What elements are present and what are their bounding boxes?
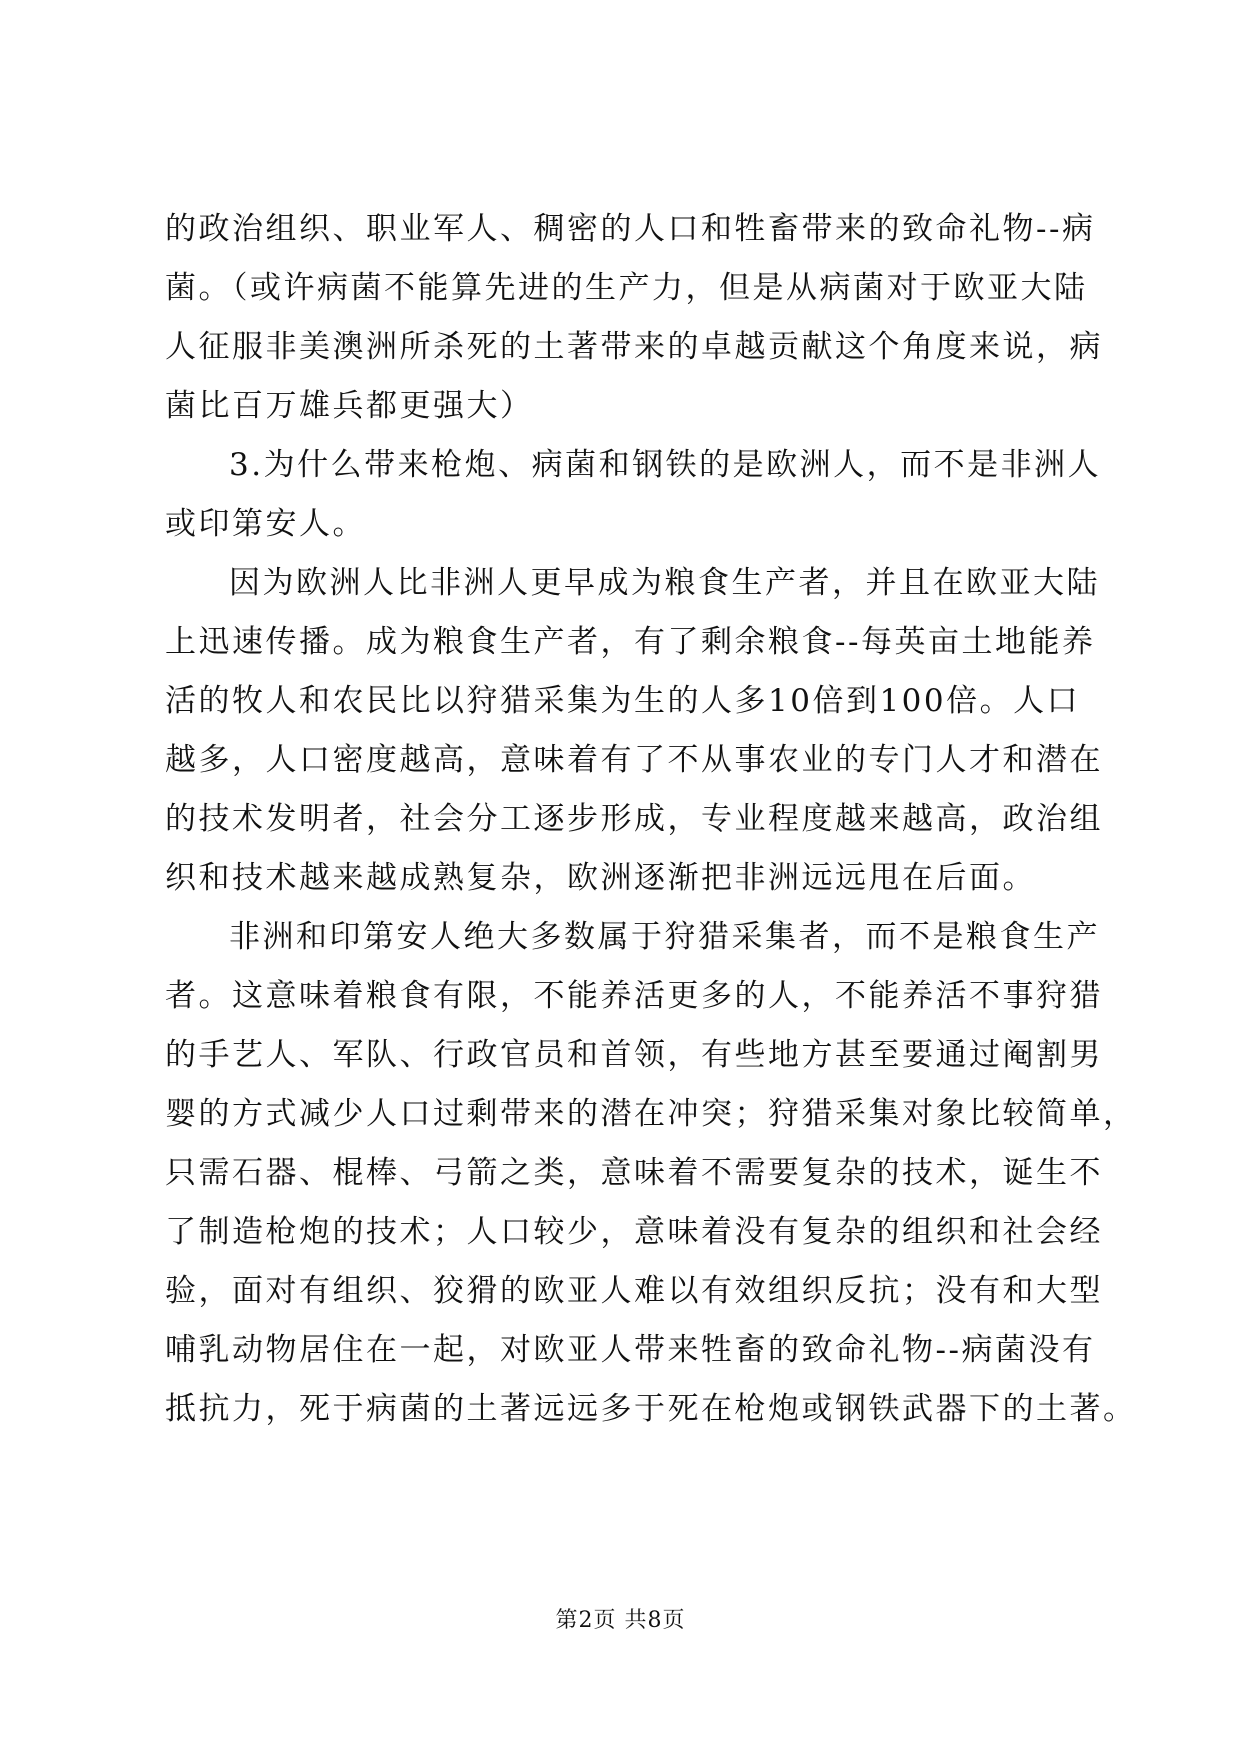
text-line: 菌比百万雄兵都更强大） bbox=[165, 388, 534, 424]
question-heading-line: 3.为什么带来枪炮、病菌和钢铁的是欧洲人，而不是非洲人 bbox=[229, 447, 1102, 483]
text-line: 验，面对有组织、狡猾的欧亚人难以有效组织反抗；没有和大型 bbox=[165, 1273, 1103, 1309]
text-line: 了制造枪炮的技术；人口较少，意味着没有复杂的组织和社会经 bbox=[165, 1214, 1103, 1250]
text-line: 非洲和印第安人绝大多数属于狩猎采集者，而不是粮食生产 bbox=[229, 919, 1100, 955]
text-line: 因为欧洲人比非洲人更早成为粮食生产者，并且在欧亚大陆 bbox=[229, 565, 1100, 601]
text-line: 的技术发明者，社会分工逐步形成，专业程度越来越高，政治组 bbox=[165, 801, 1103, 837]
text-line: 活的牧人和农民比以狩猎采集为生的人多10倍到100倍。人口 bbox=[165, 683, 1081, 719]
text-line: 人征服非美澳洲所杀死的土著带来的卓越贡献这个角度来说，病 bbox=[165, 329, 1103, 365]
text-line: 菌。（或许病菌不能算先进的生产力，但是从病菌对于欧亚大陆 bbox=[165, 270, 1088, 306]
text-line: 哺乳动物居住在一起，对欧亚人带来牲畜的致命礼物--病菌没有 bbox=[165, 1332, 1096, 1368]
text-line: 抵抗力，死于病菌的土著远远多于死在枪炮或钢铁武器下的土著。 bbox=[165, 1391, 1137, 1427]
text-line: 的政治组织、职业军人、稠密的人口和牲畜带来的致命礼物--病 bbox=[165, 211, 1096, 247]
question-heading-line: 或印第安人。 bbox=[165, 506, 366, 542]
text-line: 织和技术越来越成熟复杂，欧洲逐渐把非洲远远甩在后面。 bbox=[165, 860, 1036, 896]
text-line: 者。这意味着粮食有限，不能养活更多的人，不能养活不事狩猎 bbox=[165, 978, 1103, 1014]
text-line: 婴的方式减少人口过剩带来的潜在冲突；狩猎采集对象比较简单， bbox=[165, 1096, 1137, 1132]
text-line: 的手艺人、军队、行政官员和首领，有些地方甚至要通过阉割男 bbox=[165, 1037, 1103, 1073]
text-line: 上迅速传播。成为粮食生产者，有了剩余粮食--每英亩土地能养 bbox=[165, 624, 1096, 660]
text-line: 只需石器、棍棒、弓箭之类，意味着不需要复杂的技术，诞生不 bbox=[165, 1155, 1103, 1191]
text-line: 越多，人口密度越高，意味着有了不从事农业的专门人才和潜在 bbox=[165, 742, 1103, 778]
page-number-footer: 第2页 共8页 bbox=[555, 1608, 686, 1633]
